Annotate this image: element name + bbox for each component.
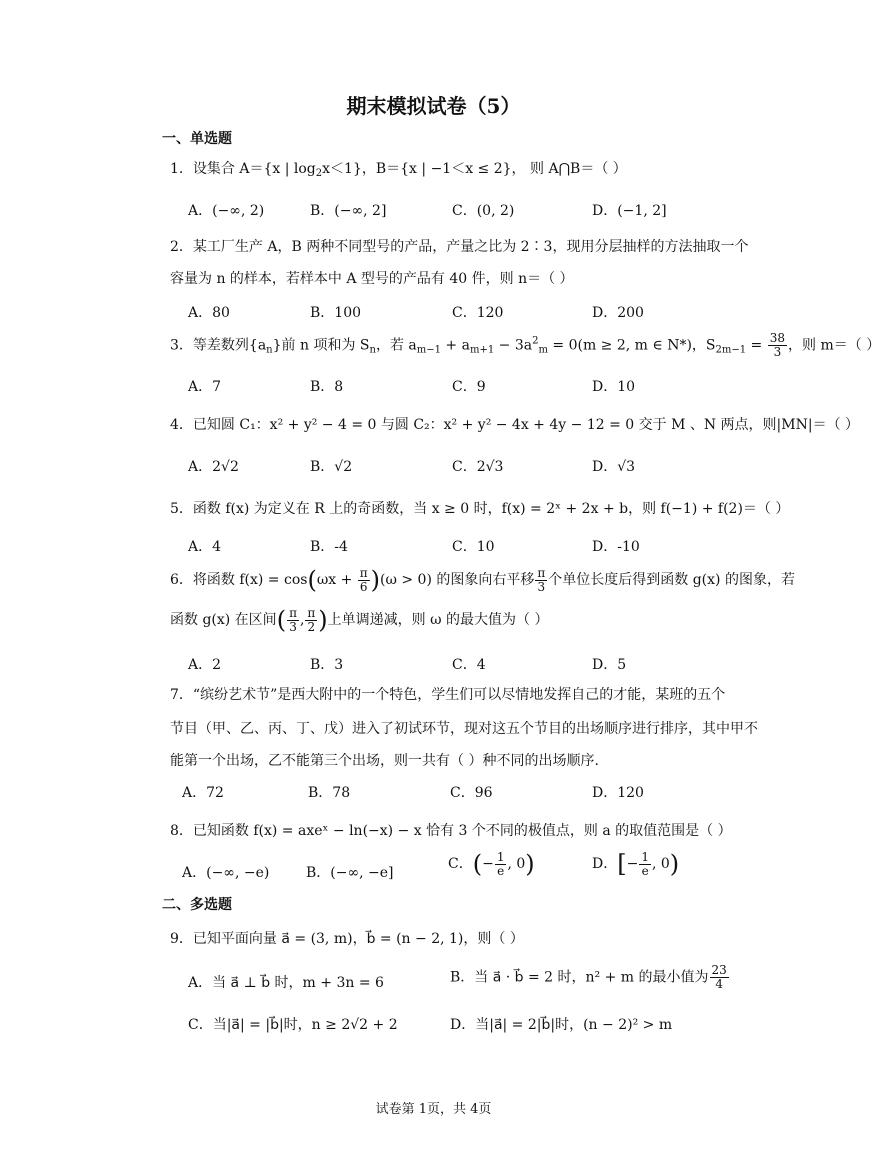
q6-text-1: 6．将函数 f(x) = cos	[170, 572, 308, 588]
q3-sub-6: 2m−1	[715, 344, 747, 356]
q6-text-5: 函数 g(x) 在区间	[170, 612, 277, 628]
q9-b-den: 4	[715, 977, 723, 991]
q9-option-a[interactable]: A．当 a⃗ ⊥ b⃗ 时，m + 3n = 6	[188, 975, 384, 991]
q8-d-fraction	[639, 851, 651, 878]
q6-text-2: ωx +	[316, 572, 357, 588]
q8-c-num: 1	[496, 849, 505, 864]
q3-sup-5: 2	[532, 335, 539, 347]
q6-option-b[interactable]: B．3	[310, 657, 344, 673]
q6-frac-pi-2	[305, 607, 317, 634]
q4-option-a[interactable]: A．2√2	[188, 459, 239, 475]
q6-frac-pi-6	[358, 567, 370, 594]
q3-text-5: − 3a	[494, 337, 533, 354]
q4-option-c[interactable]: C．2√3	[452, 459, 504, 475]
q3-text-3: ，若 a	[375, 337, 417, 354]
page-title: 期末模拟试卷（5）	[346, 94, 521, 118]
q9-option-c[interactable]: C．当|a⃗| = |b⃗|时，n ≥ 2√2 + 2	[188, 1017, 398, 1033]
q6-text-6: 上单调递减，则 ω 的最大值为（ ）	[327, 612, 549, 628]
q2-option-a[interactable]: A．80	[188, 305, 230, 321]
q7-option-c[interactable]: C．96	[450, 785, 493, 801]
q3-frac-num: 38	[769, 331, 786, 345]
q1-option-d[interactable]: D．(−1, 2]	[592, 203, 667, 219]
q6-frac3-num: π	[289, 605, 297, 620]
question-3	[170, 332, 880, 359]
q3-text-1: 3．等差数列{a	[170, 337, 267, 354]
q6-frac-den: 6	[359, 579, 368, 594]
q3-sub-5: m	[538, 344, 548, 356]
section-single-choice: 一、单选题	[162, 131, 232, 147]
q6-frac4-den: 2	[307, 619, 316, 634]
question-7-line-2: 节目（甲、乙、丙、丁、戊）进入了初试环节，现对这五个节目的出场顺序进行排序，其中甲不	[170, 721, 758, 737]
q3-frac-den: 3	[773, 345, 782, 359]
q3-text-8: ，则 m＝（ ）	[788, 337, 880, 354]
q9-b-num: 23	[711, 963, 727, 977]
q1-option-b[interactable]: B．(−∞, 2]	[310, 203, 387, 219]
q3-sub-4: m+1	[469, 344, 495, 356]
q6-frac2-den: 3	[537, 579, 546, 594]
q6-frac4-num: π	[307, 605, 316, 620]
q6-text-3: (ω > 0) 的图象向右平移	[380, 572, 535, 588]
page-footer: 试卷第 1页，共 4页	[375, 1102, 492, 1117]
q5-option-a[interactable]: A．4	[188, 539, 222, 555]
q1-log-base: 2	[315, 168, 323, 179]
q2-option-c[interactable]: C．120	[452, 305, 504, 321]
q9-option-b[interactable]	[450, 964, 730, 991]
q8-c-paren-close: )	[525, 850, 535, 878]
q8-option-c[interactable]	[448, 850, 535, 878]
q8-option-b[interactable]: B．(−∞, −e]	[306, 865, 394, 881]
q9-option-b-text: B．当 a⃗ · b⃗ = 2 时，n² + m 的最小值为	[450, 969, 709, 986]
q5-option-b[interactable]: B．-4	[310, 539, 348, 555]
q5-option-c[interactable]: C．10	[452, 539, 495, 555]
q6-text-4: 个单位长度后得到函数 g(x) 的图象，若	[548, 572, 795, 588]
q6-paren-close: )	[370, 566, 381, 594]
q6-paren-open: (	[307, 566, 317, 594]
q6-interval-open: (	[276, 606, 287, 634]
q6-frac-num: π	[359, 565, 368, 580]
q7-option-d[interactable]: D．120	[592, 785, 644, 801]
question-7-line-3: 能第一个出场，乙不能第三个出场，则一共有（ ）种不同的出场顺序.	[170, 753, 599, 769]
q6-interval-close: )	[318, 606, 328, 634]
q3-text-2: }前 n 项和为 S	[272, 337, 370, 354]
q3-sub-1: n	[266, 344, 273, 356]
q9-b-fraction	[710, 964, 729, 991]
q3-sub-3: m−1	[416, 344, 441, 356]
q6-comma: ,	[299, 612, 305, 628]
question-2-line-1: 2．某工厂生产 A，B 两种不同型号的产品，产量之比为 2∶3，现用分层抽样的方法抽取一个	[170, 239, 749, 255]
q4-option-d[interactable]: D．√3	[592, 459, 636, 475]
q8-d-paren-close: )	[669, 850, 680, 878]
q1-option-c[interactable]: C．(0, 2)	[452, 203, 515, 219]
q1-text-post: x＜1}，B＝{x | −1＜x ≤ 2}， 则 A⋂B＝（ ）	[322, 161, 627, 177]
q6-option-d[interactable]: D．5	[592, 657, 627, 673]
q8-d-minus: −	[626, 856, 639, 872]
q7-option-b[interactable]: B．78	[308, 785, 351, 801]
q3-option-a[interactable]: A．7	[188, 379, 222, 395]
q8-d-den: e	[641, 863, 649, 878]
q8-c-den: e	[497, 863, 505, 878]
question-6-line-1	[170, 566, 795, 594]
q8-c-paren-open: (	[472, 850, 483, 878]
question-9: 9．已知平面向量 a⃗ = (3, m)，b⃗ = (n − 2, 1)，则（ ）	[170, 931, 524, 947]
q2-option-d[interactable]: D．200	[592, 305, 644, 321]
q6-frac-pi-3	[535, 567, 547, 594]
q4-option-b[interactable]: B．√2	[310, 459, 353, 475]
q9-option-d[interactable]: D．当|a⃗| = 2|b⃗|时，(n − 2)² > m	[450, 1017, 673, 1033]
q6-option-a[interactable]: A．2	[188, 657, 222, 673]
q3-sub-2: n	[369, 344, 376, 356]
question-7-line-1: 7．“缤纷艺术节”是西大附中的一个特色，学生们可以尽情地发挥自己的才能，某班的五个	[170, 687, 726, 703]
q1-option-a[interactable]: A．(−∞, 2)	[188, 203, 265, 219]
q3-text-7: =	[746, 337, 767, 354]
q8-c-minus: −	[482, 856, 494, 872]
q8-d-bracket-open: [	[617, 850, 627, 878]
q8-option-a[interactable]: A．(−∞, −e)	[182, 865, 270, 881]
question-2-line-2: 容量为 n 的样本，若样本中 A 型号的产品有 40 件，则 n＝（ ）	[170, 271, 574, 287]
q7-option-a[interactable]: A．72	[182, 785, 224, 801]
q6-frac3-den: 3	[289, 619, 297, 634]
q3-fraction	[768, 332, 787, 359]
q8-option-c-label: C．	[448, 856, 473, 872]
q2-option-b[interactable]: B．100	[310, 305, 362, 321]
q3-option-c[interactable]: C．9	[452, 379, 486, 395]
question-5: 5．函数 f(x) 为定义在 R 上的奇函数，当 x ≥ 0 时，f(x) = 2ˣ + 2x + b，则 f(−1) + f(2)＝（ ）	[170, 501, 790, 517]
q1-text-pre: 设集合 A＝{x | log	[192, 161, 316, 177]
q8-d-num: 1	[641, 849, 649, 864]
q8-d-zero: , 0	[651, 856, 670, 872]
q8-option-d[interactable]	[592, 850, 679, 878]
question-8: 8．已知函数 f(x) = axeˣ − ln(−x) − x 恰有 3 个不同的极值点，则 a 的取值范围是（ ）	[170, 823, 732, 839]
q6-frac2-num: π	[537, 565, 546, 580]
q5-option-d[interactable]: D．-10	[592, 539, 640, 555]
q1-label: 1．	[170, 161, 193, 177]
q3-text-6: = 0(m ≥ 2, m ∈ N*)，S	[547, 337, 716, 354]
q6-option-c[interactable]: C．4	[452, 657, 486, 673]
q6-frac-pi-3b	[287, 607, 299, 634]
q3-option-b[interactable]: B．8	[310, 379, 344, 395]
q8-option-d-label: D．	[592, 856, 618, 872]
q3-option-d[interactable]: D．10	[592, 379, 636, 395]
section-multiple-choice: 二、多选题	[162, 897, 232, 913]
question-6-line-2	[170, 606, 548, 634]
question-4: 4．已知圆 C₁：x² + y² − 4 = 0 与圆 C₂：x² + y² − 4x + 4y − 12 = 0 交于 M 、N 两点，则|MN|＝（ ）	[170, 417, 860, 433]
question-1	[170, 158, 627, 179]
q8-c-fraction	[495, 851, 507, 878]
q3-text-4: + a	[440, 337, 470, 354]
q8-c-zero: , 0	[507, 856, 526, 872]
